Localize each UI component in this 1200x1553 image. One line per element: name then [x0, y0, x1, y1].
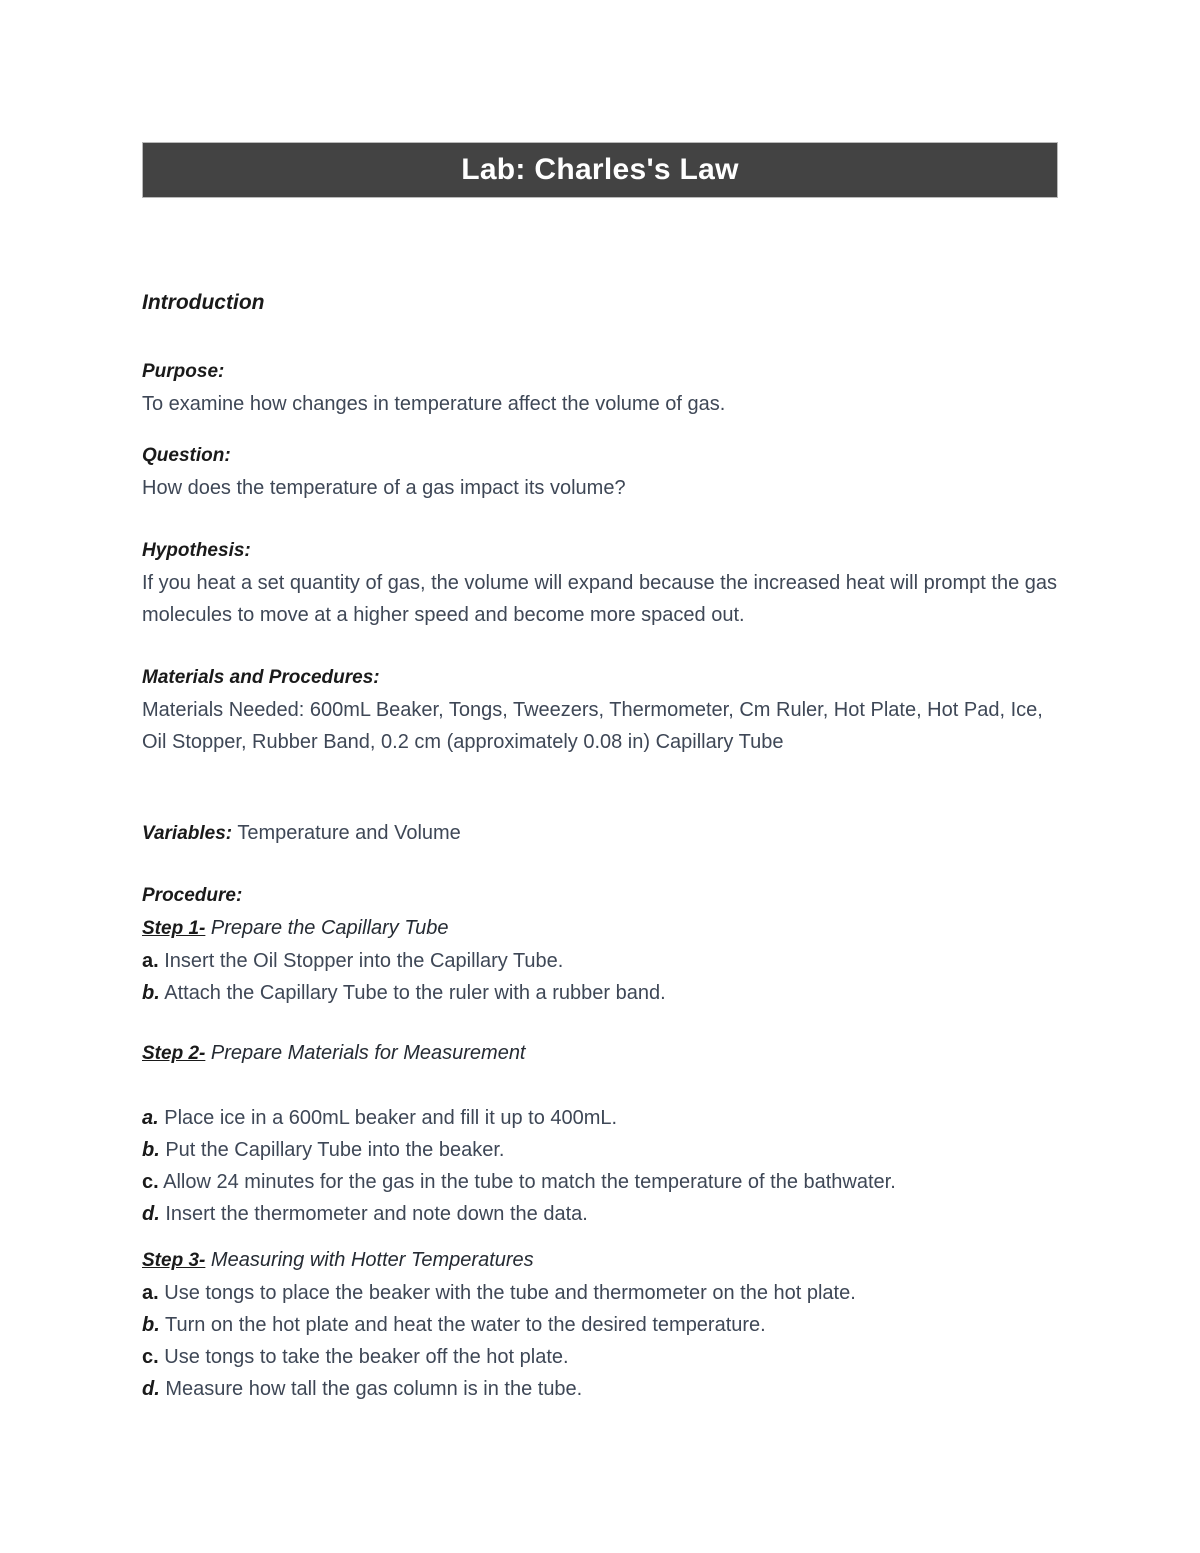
item-letter: d.: [142, 1203, 160, 1225]
document-title: Lab: Charles's Law: [461, 153, 739, 186]
procedure-label: Procedure:: [142, 885, 243, 906]
item-letter: a.: [142, 1282, 159, 1304]
item-text: Place ice in a 600mL beaker and fill it up to 400mL.: [164, 1107, 618, 1129]
procedure-step-2: [142, 1037, 1060, 1230]
item-text: Measure how tall the gas column is in the tube.: [165, 1378, 583, 1400]
list-item: [142, 945, 1060, 977]
purpose-section: [142, 355, 1060, 420]
item-letter: a.: [142, 1107, 159, 1129]
item-text: Allow 24 minutes for the gas in the tube to match the temperature of the bathwater.: [163, 1171, 896, 1193]
item-text: Put the Capillary Tube into the beaker.: [165, 1139, 505, 1161]
list-item: [142, 1102, 1060, 1134]
item-text: Attach the Capillary Tube to the ruler with a rubber band.: [164, 982, 666, 1004]
list-item: [142, 1277, 1060, 1309]
variables-text: Temperature and Volume: [237, 822, 461, 844]
item-letter: d.: [142, 1378, 160, 1400]
item-letter: b.: [142, 1314, 160, 1336]
materials-section: [142, 661, 1060, 758]
variables-label: Variables:: [142, 823, 233, 844]
question-label: Question:: [142, 445, 231, 466]
materials-label: Materials and Procedures:: [142, 667, 380, 688]
item-letter: c.: [142, 1171, 159, 1193]
item-letter: a.: [142, 950, 159, 972]
list-item: [142, 1309, 1060, 1341]
hypothesis-label: Hypothesis:: [142, 540, 251, 561]
list-item: [142, 1198, 1060, 1230]
step-1-title: Prepare the Capillary Tube: [210, 917, 449, 939]
materials-text: Materials Needed: 600mL Beaker, Tongs, Tweezers, Thermometer, Cm Ruler, Hot Plate, Hot Pad, Ice, Oil Stopper, Rubber Band, 0.2 cm (approximately 0.08 in) Capillary Tube: [142, 699, 1043, 753]
purpose-label: Purpose:: [142, 361, 225, 382]
step-2-label: Step 2-: [142, 1043, 206, 1064]
hypothesis-text: If you heat a set quantity of gas, the volume will expand because the increased heat will prompt the gas molecules to move at a higher speed and become more spaced out.: [142, 572, 1057, 626]
item-text: Use tongs to take the beaker off the hot plate.: [164, 1346, 569, 1368]
step-2-title: Prepare Materials for Measurement: [210, 1042, 526, 1064]
item-letter: b.: [142, 1139, 160, 1161]
document-title-bar: [142, 142, 1058, 198]
introduction-heading: Introduction: [142, 291, 265, 314]
question-text: How does the temperature of a gas impact its volume?: [142, 477, 626, 499]
list-item: [142, 977, 1060, 1009]
item-text: Insert the thermometer and note down the data.: [165, 1203, 588, 1225]
item-letter: c.: [142, 1346, 159, 1368]
step-3-label: Step 3-: [142, 1250, 206, 1271]
blank-line: [142, 1070, 1060, 1102]
question-section: [142, 439, 1060, 504]
list-item: [142, 1341, 1060, 1373]
hypothesis-section: [142, 534, 1060, 631]
item-letter: b.: [142, 982, 160, 1004]
procedure-step-3: [142, 1244, 1060, 1405]
item-text: Insert the Oil Stopper into the Capillary Tube.: [164, 950, 564, 972]
document-body: [142, 287, 1060, 1405]
procedure-section: [142, 879, 1060, 1405]
procedure-step-1: [142, 912, 1060, 1009]
item-text: Turn on the hot plate and heat the water to the desired temperature.: [164, 1314, 766, 1336]
variables-section: [142, 817, 1060, 850]
list-item: [142, 1134, 1060, 1166]
step-1-label: Step 1-: [142, 918, 206, 939]
step-3-title: Measuring with Hotter Temperatures: [210, 1249, 534, 1271]
list-item: [142, 1166, 1060, 1198]
list-item: [142, 1373, 1060, 1405]
item-text: Use tongs to place the beaker with the tube and thermometer on the hot plate.: [164, 1282, 856, 1304]
purpose-text: To examine how changes in temperature affect the volume of gas.: [142, 393, 726, 415]
